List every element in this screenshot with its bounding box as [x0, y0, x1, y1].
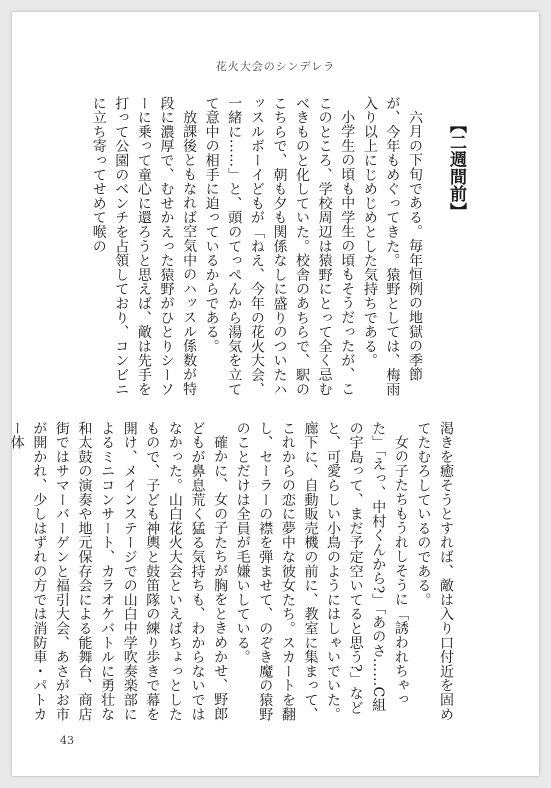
paragraph: 六月の下旬である。毎年恒例の地獄の季節が、今年もめぐってきた。猿野としては、梅雨入り以上にじめじめとした気持ちである。	[361, 96, 423, 397]
book-page	[8, 12, 539, 776]
paragraph: 女の子たちもうれしそうに「誘われちゃった」「えっ、中村くんから?」「あのさ……C組の宇島って、まだ予定空いてると思う?」などと、可愛らしい小鳥のようにはしゃいでいた。廊下に、自動販売機の前に、教室に集まって、これからの恋に夢中な彼女たち。スカートを翻し、セーラーの襟を弾ませて、のぞき魔の猿野のことだけは全員が毛嫌いしている。	[234, 421, 409, 722]
paragraph: 確かに、女の子たちが胸をときめかせ、野郎どもが鼻息荒く猛る気持ちも、わからないではなかった。山白花火大会といえばちょっとしたもので、子ども神輿と鼓笛隊の練り歩きで幕を開け、メインステージでの山白中学吹奏楽部によるミニコンサート、カラオケバトルに勇壮な和太鼓の演奏や地元保存会による能舞台、商店街ではサマーバーゲンと福引大会、あさがお市が開かれ、少しはずれの方では消防車・パトカー体	[8, 421, 229, 722]
paragraph: 放課後ともなれば空気中のハッスル係数が特段に濃厚で、むせかえった猿野がひとりシーソーに乗って童心に還ろうと思えば、敵は先手を打って公園のベンチを占領しており、コンビニに立ち寄ってせめて喉の	[90, 96, 198, 397]
running-head: 花火大会のシンデレラ	[215, 60, 336, 73]
text-column-top	[90, 96, 486, 401]
section-title: 【二週間前】	[446, 116, 466, 220]
paragraph: 小学生の頃も中学生の頃もそうだったが、ここのところ、学校周辺は猿野にとって全く忌むべきものと化していた。校舎のあちらで、駅のこちらで、朝も夕も関係なしに盛りのついたハッスルボーイどもが「ねえ、今年の花火大会、一緒に……」と、頭のてっぺんから湯気を立てて意中の相手に迫っているからである。	[203, 96, 356, 397]
paragraph: 渇きを癒そうとすれば、敵は入り口付近を固めてたむろしているのである。	[415, 421, 454, 722]
page-number: 43	[60, 734, 74, 747]
text-column-bottom	[8, 421, 457, 726]
